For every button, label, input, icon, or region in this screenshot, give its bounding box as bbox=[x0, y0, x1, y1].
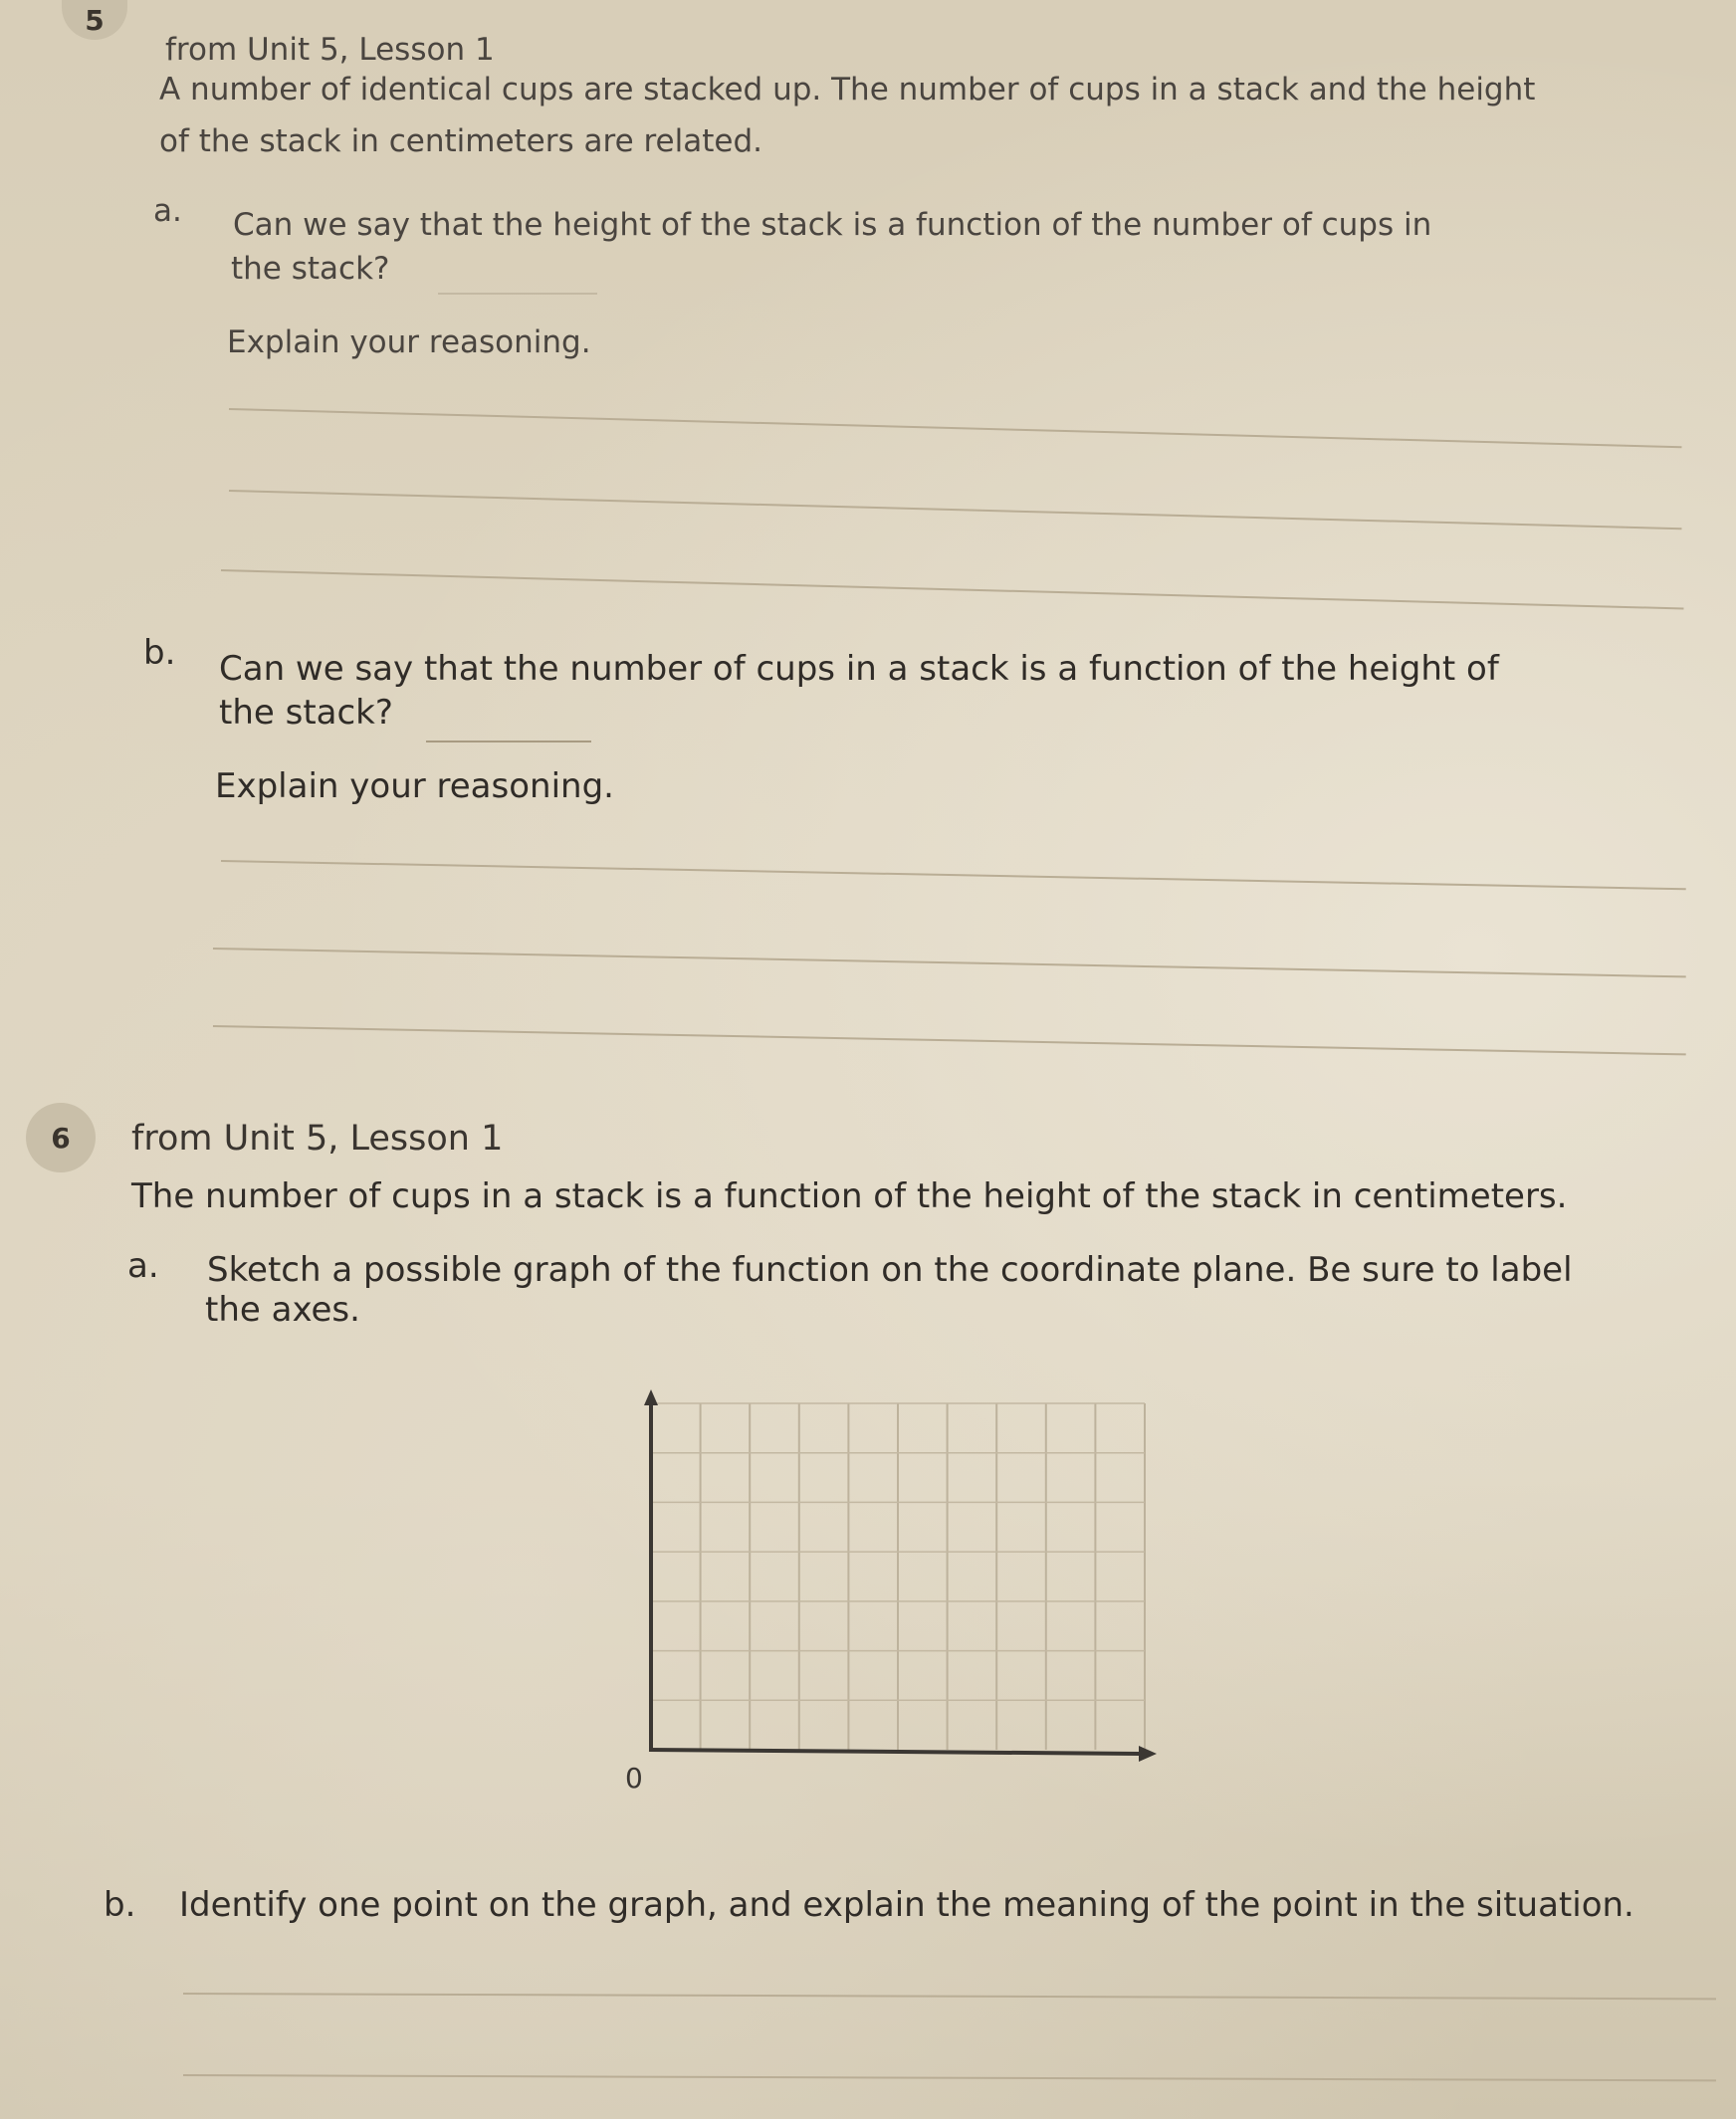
explain-prompt: Explain your reasoning. bbox=[227, 324, 591, 360]
part-letter: b. bbox=[104, 1885, 136, 1925]
problem-number-badge bbox=[26, 1103, 96, 1172]
question-line1: Can we say that the height of the stack is a function of the number of cups in bbox=[233, 207, 1432, 243]
answer-line[interactable] bbox=[221, 860, 1686, 890]
question-text: Identify one point on the graph, and explain the meaning of the point in the situation. bbox=[179, 1885, 1634, 1925]
explain-prompt: Explain your reasoning. bbox=[215, 766, 614, 806]
yes-no-answer-blank[interactable] bbox=[426, 741, 591, 742]
problem-number-badge bbox=[62, 0, 127, 40]
question-line2: the axes. bbox=[205, 1290, 360, 1330]
problem-source: from Unit 5, Lesson 1 bbox=[131, 1119, 504, 1159]
part-letter: a. bbox=[153, 193, 182, 229]
answer-line[interactable] bbox=[213, 1025, 1686, 1055]
question-line2: the stack? bbox=[219, 693, 393, 733]
answer-line[interactable] bbox=[229, 408, 1682, 448]
y-axis bbox=[644, 1389, 658, 1750]
grid bbox=[651, 1403, 1145, 1750]
part-letter: a. bbox=[127, 1246, 159, 1286]
answer-line[interactable] bbox=[183, 2074, 1716, 2081]
problem-number: 5 bbox=[85, 3, 105, 37]
problem-number: 6 bbox=[51, 1121, 71, 1155]
problem-intro-line2: of the stack in centimeters are related. bbox=[159, 123, 762, 159]
problem-intro-line1: A number of identical cups are stacked up. The number of cups in a stack and the height bbox=[159, 72, 1536, 107]
answer-line[interactable] bbox=[213, 948, 1686, 977]
part-letter: b. bbox=[143, 633, 176, 673]
problem-intro: The number of cups in a stack is a function of the height of the stack in centimeters. bbox=[131, 1176, 1568, 1216]
x-axis bbox=[649, 1746, 1157, 1762]
origin-label: 0 bbox=[625, 1762, 643, 1795]
question-line1: Can we say that the number of cups in a stack is a function of the height of bbox=[219, 649, 1499, 689]
coordinate-plane[interactable] bbox=[597, 1383, 1175, 1821]
answer-line[interactable] bbox=[229, 490, 1682, 530]
problem-source: from Unit 5, Lesson 1 bbox=[165, 32, 495, 68]
question-line1: Sketch a possible graph of the function on the coordinate plane. Be sure to label bbox=[207, 1250, 1573, 1290]
answer-line[interactable] bbox=[221, 569, 1684, 609]
yes-no-answer-blank[interactable] bbox=[438, 293, 597, 295]
question-line2: the stack? bbox=[231, 251, 390, 287]
y-axis-arrow-icon bbox=[644, 1389, 658, 1405]
x-axis-arrow-icon bbox=[1139, 1746, 1157, 1762]
answer-line[interactable] bbox=[183, 1993, 1716, 2000]
